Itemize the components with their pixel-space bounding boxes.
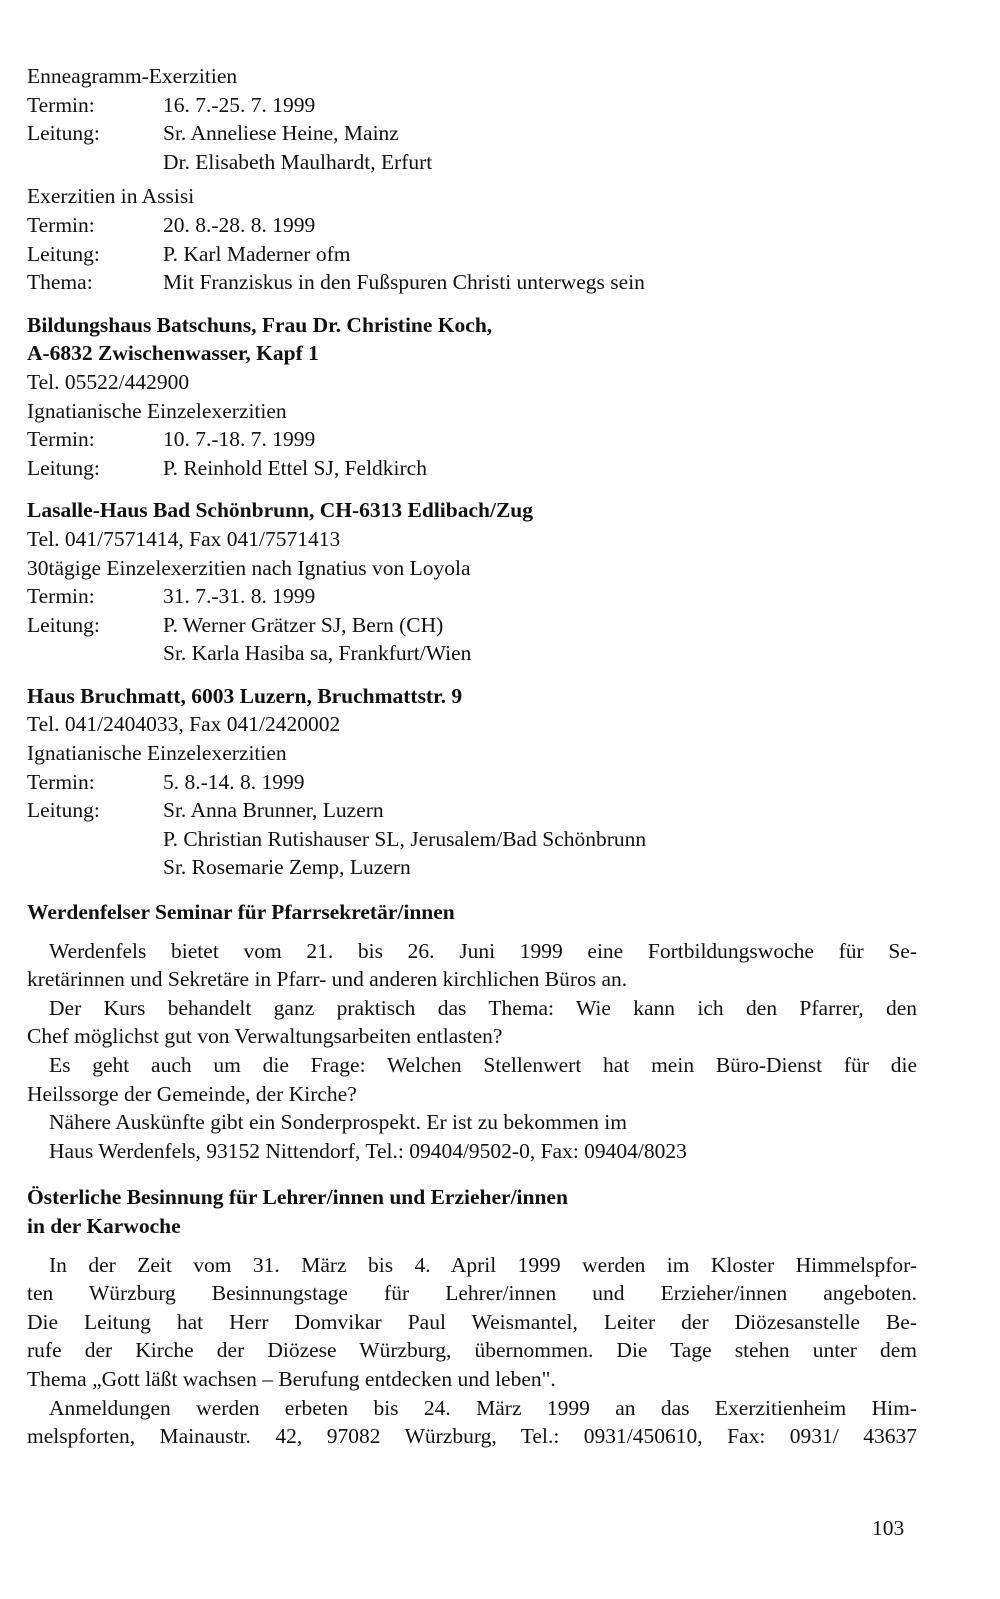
leitung-label: Leitung: [27, 121, 100, 146]
werdenfels-p1-line1: Werdenfels bietet vom 21. bis 26. Juni 1999 eine Fortbildungswoche für Se- [49, 938, 917, 963]
oesterlich-body [27, 1251, 917, 1451]
assisi-termin-row [27, 211, 917, 240]
bruchmatt-header: Haus Bruchmatt, 6003 Luzern, Bruchmattstr. 9 [27, 683, 463, 708]
leitung-value: P. Werner Grätzer SJ, Bern (CH) [163, 612, 444, 637]
enneagramm-section [27, 62, 917, 176]
oesterlich-p1-line5: Thema „Gott läßt wachsen – Berufung entdecken und leben". [27, 1366, 556, 1391]
leitung-value: Sr. Anna Brunner, Luzern [163, 798, 384, 823]
lasalle-leitung-row [27, 611, 917, 640]
assisi-section [27, 182, 917, 296]
lasalle-tel: Tel. 041/7571414, Fax 041/7571413 [27, 526, 341, 551]
leitung-value: Sr. Karla Hasiba sa, Frankfurt/Wien [163, 641, 472, 666]
werdenfels-p3-line1: Es geht auch um die Frage: Welchen Stellenwert hat mein Büro-Dienst für die [49, 1053, 917, 1077]
bruchmatt-leitung-row-3 [27, 853, 917, 882]
termin-value: 10. 7.-18. 7. 1999 [163, 427, 316, 452]
termin-label: Termin: [27, 92, 95, 117]
leitung-value: Sr. Rosemarie Zemp, Luzern [163, 855, 411, 880]
oesterlich-header-line2: in der Karwoche [27, 1213, 181, 1238]
werdenfels-p1-line2: kretärinnen und Sekretäre in Pfarr- und anderen kirchlichen Büros an. [27, 967, 628, 992]
lasalle-termin-row [27, 582, 917, 611]
leitung-value: P. Karl Maderner ofm [163, 241, 351, 266]
oesterlich-p1-line1: In der Zeit vom 31. März bis 4. April 1999 werden im Kloster Himmelspfor- [49, 1252, 917, 1277]
werdenfels-body [27, 937, 917, 1166]
werdenfels-header: Werdenfelser Seminar für Pfarrsekretär/innen [27, 900, 455, 925]
assisi-title: Exerzitien in Assisi [27, 184, 195, 209]
leitung-label: Leitung: [27, 455, 100, 480]
leitung-label: Leitung: [27, 241, 100, 266]
termin-label: Termin: [27, 212, 95, 237]
termin-label: Termin: [27, 427, 95, 452]
leitung-value: P. Reinhold Ettel SJ, Feldkirch [163, 455, 427, 480]
oesterlich-header-line1: Österliche Besinnung für Lehrer/innen und Erzieher/innen [27, 1185, 568, 1210]
bruchmatt-leitung-row [27, 796, 917, 825]
batschuns-title: Ignatianische Einzelexerzitien [27, 398, 287, 423]
leitung-value: Sr. Anneliese Heine, Mainz [163, 121, 399, 146]
werdenfels-p4-line1: Nähere Auskünfte gibt ein Sonderprospekt. Er ist zu bekommen im [49, 1110, 627, 1135]
assisi-thema-row [27, 268, 917, 297]
werdenfels-p2-line1: Der Kurs behandelt ganz praktisch das Thema: Wie kann ich den Pfarrer, den [49, 995, 917, 1020]
enneagramm-title: Enneagramm-Exerzitien [27, 64, 238, 88]
termin-value: 31. 7.-31. 8. 1999 [163, 584, 316, 609]
oesterlich-section [27, 1183, 917, 1450]
bruchmatt-termin-row [27, 768, 917, 797]
bruchmatt-title: Ignatianische Einzelexerzitien [27, 741, 287, 766]
oesterlich-p1-line4: rufe der Kirche der Diözese Würzburg, übernommen. Die Tage stehen unter dem [27, 1338, 917, 1363]
termin-value: 20. 8.-28. 8. 1999 [163, 212, 316, 237]
batschuns-termin-row [27, 425, 917, 454]
document-page [27, 62, 917, 1451]
oesterlich-p1-line2: ten Würzburg Besinnungstage für Lehrer/innen und Erzieher/innen angeboten. [27, 1281, 917, 1306]
oesterlich-p1-line3: Die Leitung hat Herr Domvikar Paul Weismantel, Leiter der Diözesanstelle Be- [27, 1309, 917, 1334]
bruchmatt-tel: Tel. 041/2404033, Fax 041/2420002 [27, 712, 341, 737]
termin-value: 5. 8.-14. 8. 1999 [163, 769, 305, 794]
batschuns-tel: Tel. 05522/442900 [27, 369, 190, 394]
oesterlich-p2-line2: melspforten, Mainaustr. 42, 97082 Würzburg, Tel.: 0931/450610, Fax: 0931/ 43637 [27, 1424, 917, 1449]
bruchmatt-leitung-row-2 [27, 825, 917, 854]
enneagramm-leitung-row [27, 119, 917, 148]
oesterlich-p2-line1: Anmeldungen werden erbeten bis 24. März 1999 an das Exerzitienheim Him- [49, 1395, 917, 1420]
termin-value: 16. 7.-25. 7. 1999 [163, 92, 316, 117]
lasalle-header: Lasalle-Haus Bad Schönbrunn, CH-6313 Edlibach/Zug [27, 498, 533, 523]
werdenfels-p3-line2: Heilssorge der Gemeinde, der Kirche? [27, 1081, 357, 1106]
batschuns-section [27, 311, 917, 483]
page-number: 103 [872, 1516, 905, 1540]
batschuns-leitung-row [27, 454, 917, 483]
lasalle-section [27, 496, 917, 668]
enneagramm-termin-row [27, 91, 917, 120]
thema-label: Thema: [27, 270, 93, 295]
termin-label: Termin: [27, 769, 95, 794]
werdenfels-p4-line2: Haus Werdenfels, 93152 Nittendorf, Tel.: 09404/9502-0, Fax: 09404/8023 [49, 1138, 687, 1163]
lasalle-title: 30tägige Einzelexerzitien nach Ignatius von Loyola [27, 555, 471, 580]
werdenfels-p2-line2: Chef möglichst gut von Verwaltungsarbeiten entlasten? [27, 1024, 503, 1049]
werdenfels-section [27, 898, 917, 1165]
leitung-label: Leitung: [27, 612, 100, 637]
thema-value: Mit Franziskus in den Fußspuren Christi unterwegs sein [163, 270, 645, 295]
assisi-leitung-row [27, 240, 917, 269]
leitung-value: Dr. Elisabeth Maulhardt, Erfurt [163, 149, 433, 174]
enneagramm-leitung-row-2 [27, 148, 917, 177]
leitung-label: Leitung: [27, 798, 100, 823]
batschuns-header-line1: Bildungshaus Batschuns, Frau Dr. Christine Koch, [27, 312, 493, 337]
termin-label: Termin: [27, 584, 95, 609]
leitung-value: P. Christian Rutishauser SL, Jerusalem/Bad Schönbrunn [163, 826, 647, 851]
lasalle-leitung-row-2 [27, 639, 917, 668]
bruchmatt-section [27, 682, 917, 882]
batschuns-header-line2: A-6832 Zwischenwasser, Kapf 1 [27, 341, 319, 366]
